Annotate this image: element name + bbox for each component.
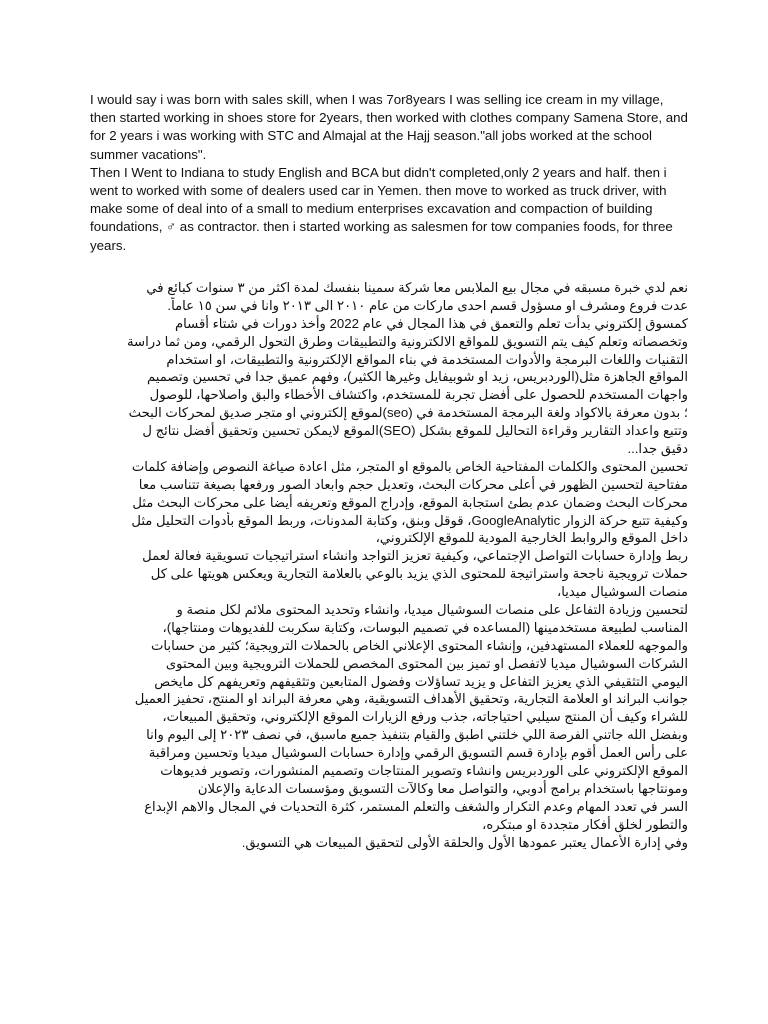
arabic-line: الموقع الإلكتروني على الوردبريس وانشاء وتصوير المنتاجات وتصميم المنشورات، وتصوير فديوهات — [160, 763, 688, 779]
arabic-line: وتخصصاته وتعلم كيف يتم التسويق للمواقع الالكترونية والتطبيقات وطرق التحول الرقمي، ومن ثما دراسة — [126, 333, 688, 349]
english-paragraph: I would say i was born with sales skill, when I was 7or8years I was selling ice cream in my village, then started working in shoes store for 2years, then worked with clothes company Samena Store, and for 2 years i was working with STC and Almajal at the Hajj season."all jobs worked at the school summer vacations". — [90, 92, 688, 162]
arabic-line: وتتبع واعداد التقارير وقراءة التحاليل للموقع بشكل (SEO)الموقع لايمكن تحسين وتحقيق أفضل نتائج ل — [142, 423, 688, 439]
arabic-line: المواقع الجاهزة مثل(الوردبريس، زيد او شوبيفايل وغيرها الكثير)، وفهم عميق جدا في تحسين وتصميم — [147, 369, 688, 385]
arabic-line: واجهات المستخدم للحصول على أفضل تجربة للمستخدم، واكتشاف الأخطاء والبق واصلاحها، للوصول — [149, 387, 688, 403]
arabic-line: وكيفية تتبع حركة الزوار GoogleAnalytic، قوقل وبنق، وكتابة المدونات، وربط الموقع بأدوات التحليل مثل — [131, 512, 688, 528]
arabic-line: اليومي التثقيفي الذي يعزيز التفاعل و يزيد تساؤلات وفضول المتابعين وتثقيفهم وتعريفهم كل مايخص — [154, 673, 688, 689]
arabic-line: السر في تعدد المهام وعدم التكرار والشغف والتعلم المستمر، كثرة التحديات في المجال والاهم الإبداع — [144, 798, 688, 814]
arabic-line: عدت فروع ومشرف او مسؤول قسم احدى ماركات من عام ٢٠١٠ الى ٢٠١٣ وانا في سن ١٥ عاماً. — [167, 297, 688, 313]
arabic-line: دقيق جدا... — [627, 441, 688, 457]
arabic-line: داخل الموقع والروابط الخارجية المودية للموقع الإلكتروني، — [375, 530, 688, 546]
arabic-line: نعم لدي خبرة مسبقه في مجال بيع الملابس معا شركة سمينا بنفسك لمدة اكثر من ٣ سنوات كبائع في — [146, 280, 688, 295]
arabic-line: منصات السوشيال ميديا، — [556, 584, 688, 600]
arabic-line: ومونتاجها باستخدام برامج أدوبي، والتواصل معا وكالآت التسويق ومؤسسات الدعاية والإعلان — [197, 780, 688, 796]
arabic-line: وفي إدارة الأعمال يعتبر عمودها الأول والحلقة الأولى لتحقيق المبيعات هي التسويق. — [241, 834, 688, 850]
arabic-line: الشركات السوشيال ميديا لاتفصل او تميز بين المحتوى المخصص للحملات الترويجية وبين المحتوى — [165, 655, 688, 671]
arabic-line: للشراء وكيف أن المنتج سيلبي احتياجاته، جذب ورفع الزيارات الموقع الإلكتروني، وتحقيق المبيعات، — [162, 709, 688, 725]
arabic-line: كمسوق إلكتروني بدأت تعلم والتعمق في هذا المجال في عام 2022 وأخذ دورات في شتاء أقسام — [175, 315, 688, 331]
arabic-line: تحسين المحتوى والكلمات المفتاحية الخاص بالموقع او المتجر، مثل اعادة صياغة النصوص وإضافة كلمات — [131, 458, 688, 474]
arabic-line: مفتاحية لتحسين الظهور في أعلى محركات البحث، وتعديل حجم وابعاد الصور ورفعها بصيغة تتناسب معا — [138, 476, 688, 492]
arabic-text-block — [88, 279, 688, 852]
arabic-line: لتحسين وزيادة التفاعل على منصات السوشيال ميديا، وانشاء وتحديد المحتوى ملائم لكل منصة و — [176, 602, 688, 618]
english-text-block — [90, 91, 690, 255]
arabic-line: على رأس العمل أقوم بإدارة قسم التسويق الرقمي وإدارة حسابات السوشيال ميديا وتحسين ومراقبة — [148, 745, 688, 761]
arabic-line: وبفضل الله جاتني الفرصة اللي خلتني اطبق والقيام بتنفيذ جميع ماسبق، في نصف ٢٠٢٣ إلى اليوم وانا — [146, 727, 688, 743]
arabic-line: ؛ بدون معرفة بالاكواد ولغة البرمجة المستخدمة في (seo)لموقع إلكتروني او متجر صديق لمحركات البحث — [128, 405, 688, 421]
arabic-line: والتطور لخلق أفكار متجددة او مبتكره، — [482, 816, 688, 832]
arabic-line: التقنيات واللغات البرمجة والأدوات المستخدمة في بناء المواقع الإلكترونية والتطبيقات، او استخدام — [166, 351, 688, 367]
arabic-line: حملات ترويجية ناجحة واستراتيجة للمحتوى الذي يزيد بالوعي بالعلامة التجارية ويعكس هويتها على كل — [150, 566, 688, 582]
arabic-line: المناسب لطبيعة مستخدمينها (المساعده في تصميم البوسات، وكتابة سكربت للفديوهات ومنتاجها)، — [162, 619, 688, 635]
arabic-line: محركات البحث وضمان عدم بطئ استجابة الموقع، وإدراج الموقع وتعريفه أيضا على محركات البحث مثل — [132, 494, 688, 510]
arabic-line: والموجهه للعملاء المستهدفين، وإنشاء المحتوى الإعلاني الخاص بالحملات الترويجية؛ كثير من حسابات — [150, 637, 688, 653]
arabic-line: ربط وإدارة حسابات التواصل الإجتماعي، وكيفية تعزيز التواجد وانشاء استراتيجيات تسويقية فعالة لعمل — [142, 548, 688, 564]
arabic-line: جوانب البراند او العلامة التجارية، وتحقيق الأهداف التسويقية، وهي معرفة البراند او المنتج، تحفيز العميل — [134, 691, 688, 707]
english-paragraph: Then I Went to Indiana to study English and BCA but didn't completed,only 2 years and half. then i went to worked with some of dealers used car in Yemen. then move to worked as truck driver, with make some of deal into of a small to medium enterprises excavation and compaction of building foundations, ♂ as contractor. then i started working as salesmen for tow companies foods, for three years. — [90, 164, 673, 253]
